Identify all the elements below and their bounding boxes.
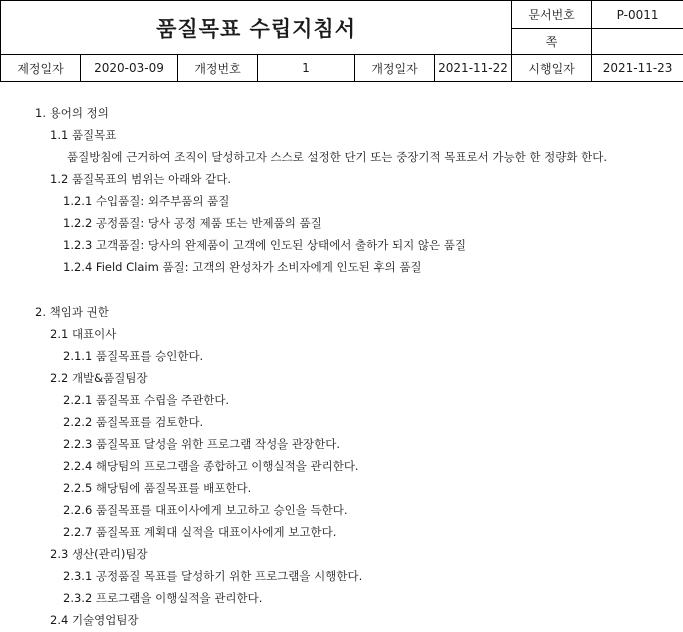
list-item: 2.2.6 품질목표를 대표이사에게 보고하고 승인을 득한다.: [63, 503, 348, 517]
created-date-value: 2020-03-09: [81, 55, 178, 82]
list-item: 1.2.3 고객품질: 당사의 완제품이 고객에 인도된 상태에서 출하가 되지 않은 품질: [63, 238, 466, 252]
effective-date-value: 2021-11-23: [592, 55, 683, 82]
doc-number-value: P-0011: [592, 1, 683, 29]
list-item: 1.2.4 Field Claim 품질: 고객의 완성차가 소비자에게 인도된 후의 품질: [63, 260, 422, 274]
subsection-heading: 2.3 생산(관리)팀장: [50, 547, 148, 561]
list-item: 2.2.4 해당팀의 프로그램을 종합하고 이행실적을 관리한다.: [63, 459, 359, 473]
document-title: 품질목표 수립지침서: [1, 1, 512, 55]
list-item: 2.3.1 공정품질 목표를 달성하기 위한 프로그램을 시행한다.: [63, 569, 363, 583]
subsection-heading: 2.2 개발&품질팀장: [50, 371, 148, 385]
list-item: 1.2.1 수입품질: 외주부품의 품질: [63, 194, 230, 208]
revision-date-label: 개정일자: [355, 55, 435, 82]
page-label: 쪽: [512, 29, 592, 55]
section-heading: 1. 용어의 정의: [35, 106, 109, 120]
list-item: 2.1.1 품질목표를 승인한다.: [63, 349, 204, 363]
paragraph: 품질방침에 근거하여 조직이 달성하고자 스스로 설정한 단기 또는 중장기적 목표로서 가능한 한 정량화 한다.: [67, 150, 607, 164]
revision-number-value: 1: [258, 55, 355, 82]
document-header-table: [0, 0, 683, 82]
subsection-heading: 2.1 대표이사: [50, 327, 117, 341]
list-item: 2.2.1 품질목표 수립을 주관한다.: [63, 393, 230, 407]
list-item: 2.2.2 품질목표를 검토한다.: [63, 415, 204, 429]
page-value: [592, 29, 683, 55]
revision-number-label: 개정번호: [178, 55, 258, 82]
subsection-heading: 1.2 품질목표의 범위는 아래와 같다.: [50, 172, 231, 186]
list-item: 2.2.5 해당팀에 품질목표를 배포한다.: [63, 481, 252, 495]
subsection-heading: 2.4 기술영업팀장: [50, 613, 139, 627]
list-item: 1.2.2 공정품질: 당사 공정 제품 또는 반제품의 품질: [63, 216, 322, 230]
revision-date-value: 2021-11-22: [435, 55, 512, 82]
created-date-label: 제정일자: [1, 55, 81, 82]
list-item: 2.2.3 품질목표 달성을 위한 프로그램 작성을 관장한다.: [63, 437, 341, 451]
section-heading: 2. 책임과 권한: [35, 305, 109, 319]
effective-date-label: 시행일자: [512, 55, 592, 82]
subsection-heading: 1.1 품질목표: [50, 128, 117, 142]
list-item: 2.2.7 품질목표 계획대 실적을 대표이사에게 보고한다.: [63, 525, 337, 539]
list-item: 2.3.2 프로그램을 이행실적을 관리한다.: [63, 591, 263, 605]
doc-number-label: 문서번호: [512, 1, 592, 29]
